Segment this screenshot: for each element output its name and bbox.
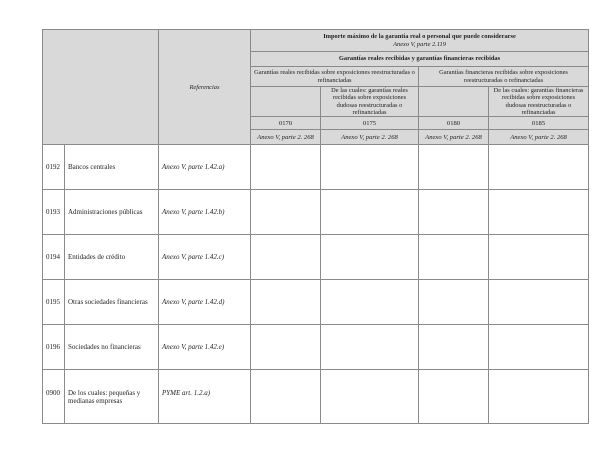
- cell-0170[interactable]: [251, 370, 321, 424]
- row-ref: Anexo V, parte 1.42.e): [159, 325, 251, 370]
- row-label: Sociedades no financieras: [65, 325, 159, 370]
- cell-0185[interactable]: [489, 280, 589, 325]
- row-code: 0193: [43, 190, 65, 235]
- cell-0175[interactable]: [321, 235, 419, 280]
- cell-0170[interactable]: [251, 235, 321, 280]
- top-title-cell: [251, 30, 589, 52]
- row-code: 0194: [43, 235, 65, 280]
- table-row: [43, 370, 589, 424]
- row-ref: Anexo V, parte 1.42.d): [159, 280, 251, 325]
- table-row: [43, 145, 589, 190]
- cell-0170[interactable]: [251, 190, 321, 235]
- cell-0180[interactable]: [419, 190, 489, 235]
- cell-0170[interactable]: [251, 325, 321, 370]
- cell-0175[interactable]: [321, 280, 419, 325]
- code-0170: 0170: [251, 117, 321, 130]
- cell-0175[interactable]: [321, 145, 419, 190]
- code-ref-0170: Anexo V, parte 2. 268: [251, 130, 321, 145]
- row-label: De los cuales: pequeñas y medianas empresas: [65, 370, 159, 424]
- references-header: Referencias: [159, 30, 251, 145]
- code-0180: 0180: [419, 117, 489, 130]
- row-code: 0196: [43, 325, 65, 370]
- cell-0175[interactable]: [321, 325, 419, 370]
- row-label: Bancos centrales: [65, 145, 159, 190]
- col-a-sub: De las cuales: garantías reales recibidas sobre exposiciones dudosas reestructuradas o refinanciadas: [321, 87, 419, 117]
- code-ref-0180: Anexo V, parte 2. 268: [419, 130, 489, 145]
- row-ref: PYME art. 1.2.a): [159, 370, 251, 424]
- cell-0170[interactable]: [251, 280, 321, 325]
- code-ref-0185: Anexo V, parte 2. 268: [489, 130, 589, 145]
- table-row: [43, 325, 589, 370]
- row-label: Administraciones públicas: [65, 190, 159, 235]
- header-blank-cell: [43, 30, 159, 145]
- code-ref-0175: Anexo V, parte 2. 268: [321, 130, 419, 145]
- col-a-blank: [251, 87, 321, 117]
- top-title: Importe máximo de la garantía real o personal que puede considerarse: [323, 33, 516, 41]
- table-row: [43, 235, 589, 280]
- col-b-blank: [419, 87, 489, 117]
- guarantees-table: [42, 29, 589, 424]
- cell-0175[interactable]: [321, 370, 419, 424]
- cell-0170[interactable]: [251, 145, 321, 190]
- row-label: Otras sociedades financieras: [65, 280, 159, 325]
- cell-0185[interactable]: [489, 145, 589, 190]
- cell-0175[interactable]: [321, 190, 419, 235]
- cell-0185[interactable]: [489, 325, 589, 370]
- cell-0180[interactable]: [419, 235, 489, 280]
- row-ref: Anexo V, parte 1.42.a): [159, 145, 251, 190]
- col-group-a: Garantías reales recibidas sobre exposiciones reestructuradas o refinanciadas: [251, 67, 419, 87]
- cell-0185[interactable]: [489, 190, 589, 235]
- cell-0180[interactable]: [419, 325, 489, 370]
- cell-0185[interactable]: [489, 370, 589, 424]
- row-code: 0195: [43, 280, 65, 325]
- top-title-ref: Anexo V, parte 2.119: [393, 40, 446, 48]
- row-code: 0900: [43, 370, 65, 424]
- code-0175: 0175: [321, 117, 419, 130]
- cell-0180[interactable]: [419, 280, 489, 325]
- table-row: [43, 190, 589, 235]
- table-row: [43, 280, 589, 325]
- row-ref: Anexo V, parte 1.42.c): [159, 235, 251, 280]
- row-ref: Anexo V, parte 1.42.b): [159, 190, 251, 235]
- second-title: Garantías reales recibidas y garantías financieras recibidas: [251, 52, 589, 67]
- cell-0185[interactable]: [489, 235, 589, 280]
- cell-0180[interactable]: [419, 370, 489, 424]
- col-group-b: Garantías financieras recibidas sobre exposiciones reestructuradas o refinanciadas: [419, 67, 589, 87]
- cell-0180[interactable]: [419, 145, 489, 190]
- code-0185: 0185: [489, 117, 589, 130]
- row-label: Entidades de crédito: [65, 235, 159, 280]
- col-b-sub: De las cuales: garantías financieras recibidas sobre exposiciones dudosas reestructuradas o refinanciadas: [489, 87, 589, 117]
- row-code: 0192: [43, 145, 65, 190]
